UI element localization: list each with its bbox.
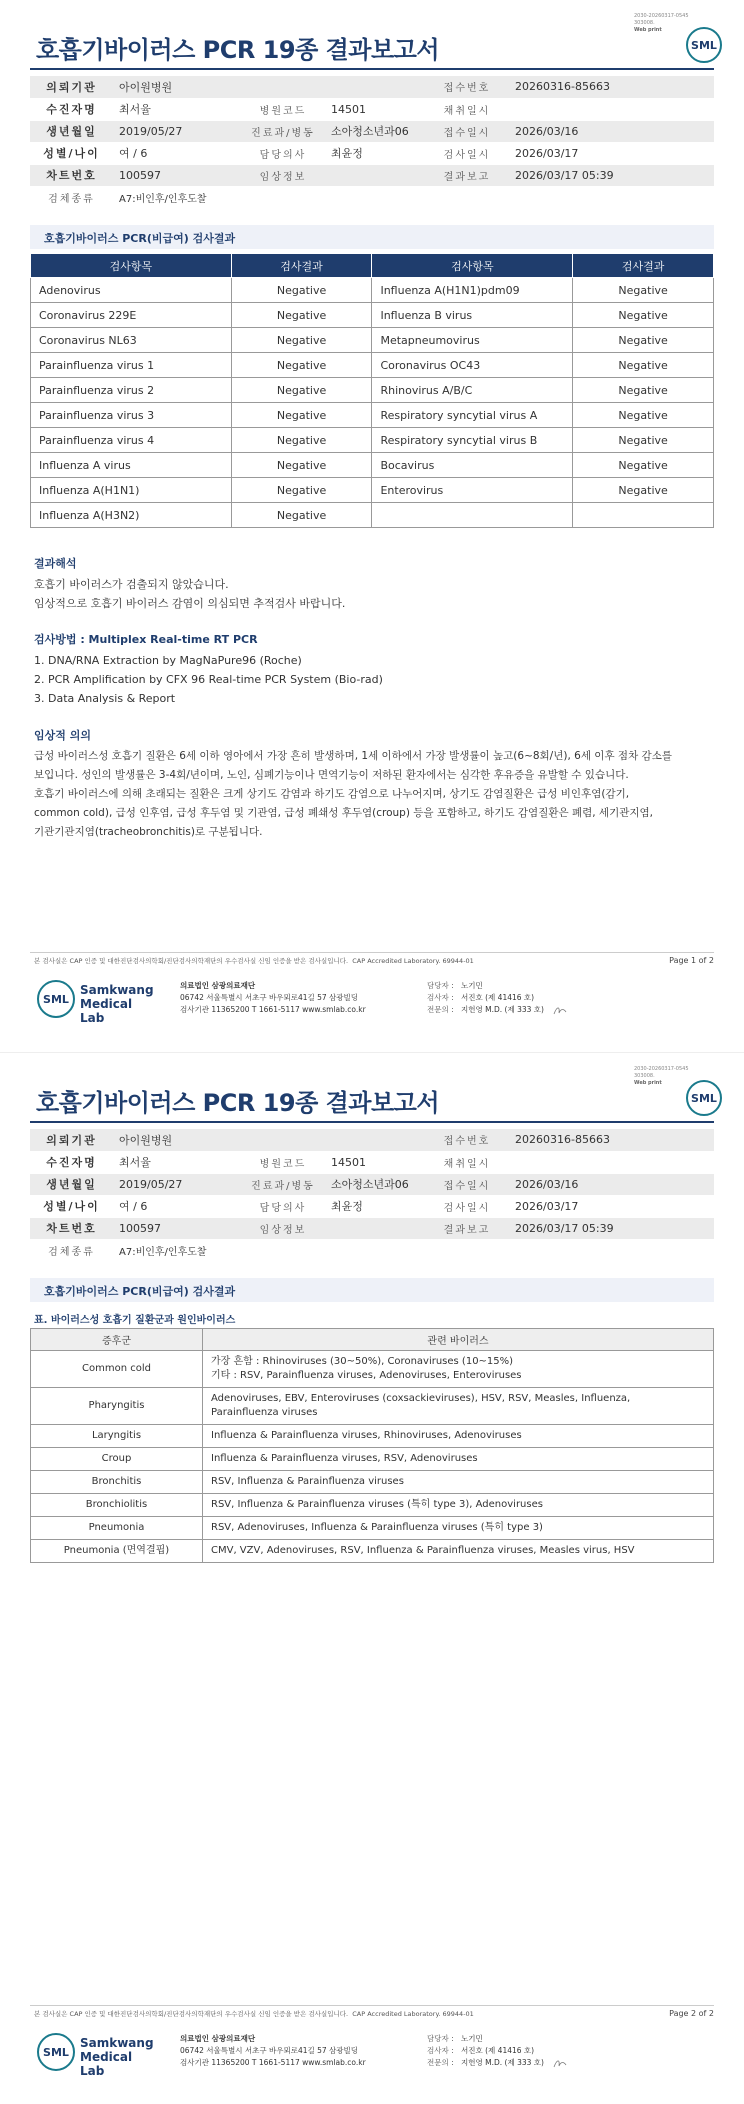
test-item-cell: Coronavirus NL63 — [31, 328, 232, 353]
footer-address — [180, 980, 366, 1016]
label-dept: 진료과/병동 — [241, 1173, 325, 1195]
print-code-web: Web print — [634, 27, 662, 33]
logo-name-line: Samkwang — [80, 983, 154, 997]
value-doctor: 최윤정 — [325, 142, 425, 164]
test-result-cell: Negative — [231, 478, 372, 503]
footer-logo — [36, 977, 156, 1025]
report-title: 호흡기바이러스 PCR 19종 결과보고서 — [36, 1089, 440, 1117]
test-item-cell: Coronavirus OC43 — [372, 353, 573, 378]
sign-value: 서진호 (제 41416 호) — [461, 993, 535, 1002]
interpretation-block — [34, 554, 714, 613]
footer-cap-text: CAP Accredited Laboratory. 69944-01 — [352, 957, 474, 965]
test-item-cell: Influenza A(H1N1) — [31, 478, 232, 503]
label-test-date: 검사일시 — [425, 142, 509, 164]
virus-row — [31, 1351, 714, 1388]
sign-label: 전문의 : — [427, 1005, 454, 1014]
test-result-cell: Negative — [231, 353, 372, 378]
viruses-cell — [203, 1351, 714, 1388]
print-code-web: Web print — [634, 1080, 662, 1086]
footer-cert-text: 본 검사실은 CAP 인증 및 대한진단검사의학회/진단검사의학재단의 우수검사실 신임 인증을 받은 검사실입니다. — [34, 2010, 349, 2018]
sign-value: 노기민 — [461, 981, 483, 990]
footer-address-line: 06742 서울특별시 서초구 바우뫼로41길 57 삼광빌딩 — [180, 2046, 359, 2055]
label-clinical: 임상정보 — [241, 1217, 325, 1239]
clinical-meaning-line: 호흡기 바이러스에 의해 초래되는 질환은 크게 상기도 감염과 하기도 감염으로 나누어지며, 상기도 감염질환은 급성 비인후염(감기, — [34, 788, 630, 800]
sign-value: 노기민 — [461, 2034, 483, 2043]
test-item-cell: Rhinovirus A/B/C — [372, 378, 573, 403]
label-receipt-date: 접수일시 — [425, 1173, 509, 1195]
test-result-cell: Negative — [573, 303, 714, 328]
clinical-meaning-block — [34, 726, 714, 842]
disease-cell: Pneumonia — [31, 1517, 203, 1540]
test-result-cell — [573, 503, 714, 528]
virus-table-title: 표. 바이러스성 호흡기 질환군과 원인바이러스 — [34, 1315, 236, 1326]
virus-row — [31, 1494, 714, 1517]
test-result-cell: Negative — [231, 403, 372, 428]
label-empty — [241, 1129, 325, 1151]
method-block — [34, 630, 714, 708]
svg-text:SML: SML — [691, 39, 717, 52]
result-row — [31, 328, 714, 353]
footer-org: 의료법인 삼광의료재단 — [180, 2034, 256, 2043]
test-result-cell: Negative — [573, 478, 714, 503]
label-dob: 생년월일 — [30, 120, 113, 142]
result-row — [31, 303, 714, 328]
test-item-cell: Parainfluenza virus 3 — [31, 403, 232, 428]
label-hosp-code: 병원코드 — [241, 1151, 325, 1173]
sml-logo-icon — [684, 25, 724, 65]
test-item-cell: Enterovirus — [372, 478, 573, 503]
value-dob: 2019/05/27 — [113, 1173, 241, 1195]
virus-table-body — [31, 1351, 714, 1563]
test-item-cell: Adenovirus — [31, 278, 232, 303]
svg-text:SML: SML — [691, 1092, 717, 1105]
result-row — [31, 353, 714, 378]
virus-line: Influenza & Parainfluenza viruses, Rhinoviruses, Adenoviruses — [211, 1430, 522, 1441]
label-receipt-date: 접수일시 — [425, 120, 509, 142]
viruses-cell — [203, 1494, 714, 1517]
value-chart: 100597 — [113, 164, 241, 186]
result-row — [31, 453, 714, 478]
test-item-cell: Coronavirus 229E — [31, 303, 232, 328]
signature-icon — [552, 1004, 568, 1016]
disease-cell: Pneumonia (면역결핍) — [31, 1540, 203, 1563]
label-collect-date: 채취일시 — [425, 1151, 509, 1173]
print-code-line: 2030-20260317-0545 — [634, 1066, 689, 1072]
label-hospital: 의뢰기관 — [30, 76, 113, 98]
test-item-cell: Respiratory syncytial virus B — [372, 428, 573, 453]
label-sex-age: 성별/나이 — [30, 1195, 113, 1217]
report-page-2 — [0, 1052, 744, 2104]
virus-line: RSV, Adenoviruses, Influenza & Parainfluenza viruses (특히 type 3) — [211, 1522, 543, 1533]
label-hospital: 의뢰기관 — [30, 1129, 113, 1151]
sign-value: 지헌영 M.D. (제 333 호) — [461, 1005, 544, 1014]
clinical-meaning-title: 임상적 의의 — [34, 729, 91, 742]
result-row — [31, 403, 714, 428]
label-receipt-no: 접수번호 — [425, 1129, 509, 1151]
value-patient: 최서율 — [113, 98, 241, 120]
label-doctor: 담당의사 — [241, 142, 325, 164]
label-hosp-code: 병원코드 — [241, 98, 325, 120]
value-dob: 2019/05/27 — [113, 120, 241, 142]
footer-divider — [30, 2005, 714, 2006]
results-header: 검사항목 — [31, 254, 232, 278]
label-test-date: 검사일시 — [425, 1195, 509, 1217]
label-doctor: 담당의사 — [241, 1195, 325, 1217]
title-divider — [30, 1121, 714, 1123]
value-test-date: 2026/03/17 — [509, 142, 714, 164]
value-hospital: 아이원병원 — [113, 76, 241, 98]
test-result-cell: Negative — [231, 328, 372, 353]
signature-icon — [552, 2057, 568, 2069]
value-test-date: 2026/03/17 — [509, 1195, 714, 1217]
footer-logo — [36, 2030, 156, 2078]
test-item-cell: Metapneumovirus — [372, 328, 573, 353]
logo-name-line: Medical Lab — [80, 997, 133, 1025]
label-dept: 진료과/병동 — [241, 120, 325, 142]
results-section-title: 호흡기바이러스 PCR(비급여) 검사결과 — [30, 225, 714, 249]
test-item-cell: Influenza A virus — [31, 453, 232, 478]
patient-info-table — [30, 1129, 714, 1262]
sign-label: 검사자 : — [427, 993, 454, 1002]
result-row — [31, 378, 714, 403]
value-sex-age: 여 / 6 — [113, 142, 241, 164]
result-row — [31, 478, 714, 503]
value-empty — [325, 76, 425, 98]
value-receipt-no: 20260316-85663 — [509, 76, 714, 98]
viruses-cell — [203, 1471, 714, 1494]
sign-label: 전문의 : — [427, 2058, 454, 2067]
disease-cell: Pharyngitis — [31, 1388, 203, 1425]
test-result-cell: Negative — [573, 353, 714, 378]
page-number: Page 2 of 2 — [669, 2009, 714, 2018]
value-empty — [325, 1129, 425, 1151]
disease-cell: Croup — [31, 1448, 203, 1471]
value-clinical — [325, 1217, 425, 1239]
value-collect-date — [509, 1151, 714, 1173]
sign-value: 서진호 (제 41416 호) — [461, 2046, 535, 2055]
virus-line: 기타 : RSV, Parainfluenza viruses, Adenoviruses, Enteroviruses — [211, 1370, 522, 1381]
sign-value: 지헌영 M.D. (제 333 호) — [461, 2058, 544, 2067]
footer-logo-name — [80, 2036, 156, 2078]
clinical-meaning-line: 기관기관지염(tracheobronchitis)로 구분됩니다. — [34, 826, 263, 838]
value-specimen: A7:비인후/인후도찰 — [113, 186, 714, 208]
label-collect-date: 채취일시 — [425, 98, 509, 120]
page-number: Page 1 of 2 — [669, 956, 714, 965]
virus-table-header: 증후군 — [31, 1329, 203, 1351]
footer-address-line: 06742 서울특별시 서초구 바우뫼로41길 57 삼광빌딩 — [180, 993, 359, 1002]
label-patient: 수진자명 — [30, 1151, 113, 1173]
virus-line: Influenza & Parainfluenza viruses, RSV, Adenoviruses — [211, 1453, 478, 1464]
patient-info-table — [30, 76, 714, 209]
test-result-cell: Negative — [231, 453, 372, 478]
sign-label: 담당자 : — [427, 981, 454, 990]
clinical-meaning-line: common cold), 급성 인후염, 급성 후두염 및 기관염, 급성 폐쇄성 후두염(croup) 등을 포함하고, 하기도 감염질환은 폐렴, 세기관지염, — [34, 807, 653, 819]
test-result-cell: Negative — [231, 503, 372, 528]
results-header: 검사항목 — [372, 254, 573, 278]
value-receipt-date: 2026/03/16 — [509, 120, 714, 142]
test-item-cell: Parainfluenza virus 2 — [31, 378, 232, 403]
test-item-cell: Influenza A(H1N1)pdm09 — [372, 278, 573, 303]
footer-address — [180, 2033, 366, 2069]
value-hospital: 아이원병원 — [113, 1129, 241, 1151]
disease-cell: Bronchiolitis — [31, 1494, 203, 1517]
virus-row — [31, 1517, 714, 1540]
label-chart: 차트번호 — [30, 164, 113, 186]
value-sex-age: 여 / 6 — [113, 1195, 241, 1217]
value-report-date: 2026/03/17 05:39 — [509, 164, 714, 186]
virus-line: CMV, VZV, Adenoviruses, RSV, Influenza & Parainfluenza viruses, Measles virus, HSV — [211, 1545, 635, 1556]
label-specimen: 검체종류 — [30, 186, 113, 208]
logo-name-line: Samkwang — [80, 2036, 154, 2050]
value-receipt-date: 2026/03/16 — [509, 1173, 714, 1195]
test-result-cell: Negative — [573, 328, 714, 353]
result-row — [31, 278, 714, 303]
label-empty — [241, 76, 325, 98]
label-chart: 차트번호 — [30, 1217, 113, 1239]
viruses-cell — [203, 1388, 714, 1425]
method-line: 2. PCR Amplification by CFX 96 Real-time PCR System (Bio-rad) — [34, 673, 383, 686]
interpretation-line: 호흡기 바이러스가 검출되지 않았습니다. — [34, 578, 229, 591]
test-result-cell: Negative — [573, 278, 714, 303]
virus-line: 가장 흔함 : Rhinoviruses (30~50%), Coronaviruses (10~15%) — [211, 1356, 514, 1367]
viruses-cell — [203, 1425, 714, 1448]
footer-cap-text: CAP Accredited Laboratory. 69944-01 — [352, 2010, 474, 2018]
test-result-cell: Negative — [231, 278, 372, 303]
footer-contact: 검사기관 11365200 T 1661-5117 www.smlab.co.kr — [180, 1005, 366, 1014]
label-dob: 생년월일 — [30, 1173, 113, 1195]
method-title: 검사방법 : Multiplex Real-time RT PCR — [34, 633, 258, 646]
test-result-cell: Negative — [573, 428, 714, 453]
test-item-cell — [372, 503, 573, 528]
svg-text:SML: SML — [43, 993, 69, 1006]
test-item-cell: Parainfluenza virus 4 — [31, 428, 232, 453]
footer-signatures — [427, 2033, 568, 2069]
disease-cell: Common cold — [31, 1351, 203, 1388]
value-hosp-code: 14501 — [325, 1151, 425, 1173]
clinical-meaning-line: 급성 바이러스성 호흡기 질환은 6세 이하 영아에서 가장 흔히 발생하며, 1세 이하에서 가장 발생률이 높고(6~8회/년), 6세 이후 점차 감소를 — [34, 750, 672, 762]
virus-row — [31, 1471, 714, 1494]
label-patient: 수진자명 — [30, 98, 113, 120]
value-receipt-no: 20260316-85663 — [509, 1129, 714, 1151]
test-item-cell: Bocavirus — [372, 453, 573, 478]
label-report-date: 결과보고 — [425, 164, 509, 186]
footer-logo-name — [80, 983, 156, 1025]
virus-line: RSV, Influenza & Parainfluenza viruses — [211, 1476, 404, 1487]
value-dept: 소아청소년과06 — [325, 120, 425, 142]
viruses-cell — [203, 1517, 714, 1540]
label-receipt-no: 접수번호 — [425, 76, 509, 98]
svg-text:SML: SML — [43, 2046, 69, 2059]
clinical-meaning-line: 보입니다. 성인의 발생률은 3-4회/년이며, 노인, 심폐기능이나 면역기능이 저하된 환자에서는 심각한 후유증을 유발할 수 있습니다. — [34, 769, 629, 781]
footer-contact: 검사기관 11365200 T 1661-5117 www.smlab.co.kr — [180, 2058, 366, 2067]
label-report-date: 결과보고 — [425, 1217, 509, 1239]
sml-logo-icon — [684, 1078, 724, 1118]
test-item-cell: Respiratory syncytial virus A — [372, 403, 573, 428]
print-code-line: 2030-20260317-0545 — [634, 13, 689, 19]
method-line: 3. Data Analysis & Report — [34, 692, 176, 705]
virus-row — [31, 1388, 714, 1425]
value-doctor: 최윤정 — [325, 1195, 425, 1217]
interpretation-title: 결과해석 — [34, 557, 77, 570]
label-clinical: 임상정보 — [241, 164, 325, 186]
logo-name-line: Medical Lab — [80, 2050, 133, 2078]
results-header: 검사결과 — [573, 254, 714, 278]
test-item-cell: Influenza A(H3N2) — [31, 503, 232, 528]
value-clinical — [325, 164, 425, 186]
value-specimen: A7:비인후/인후도찰 — [113, 1239, 714, 1261]
interpretation-line: 임상적으로 호흡기 바이러스 감염이 의심되면 추적검사 바랍니다. — [34, 597, 346, 610]
test-result-cell: Negative — [573, 453, 714, 478]
disease-cell: Bronchitis — [31, 1471, 203, 1494]
footer-org: 의료법인 삼광의료재단 — [180, 981, 256, 990]
sign-label: 검사자 : — [427, 2046, 454, 2055]
print-code-line: 303008. — [634, 20, 655, 26]
value-hosp-code: 14501 — [325, 98, 425, 120]
viruses-cell — [203, 1540, 714, 1563]
value-patient: 최서율 — [113, 1151, 241, 1173]
test-result-cell: Negative — [573, 403, 714, 428]
value-chart: 100597 — [113, 1217, 241, 1239]
footer-note — [34, 2009, 474, 2018]
virus-line: Adenoviruses, EBV, Enteroviruses (coxsackieviruses), HSV, RSV, Measles, Influenza, — [211, 1393, 631, 1404]
value-collect-date — [509, 98, 714, 120]
print-code-line: 303008. — [634, 1073, 655, 1079]
footer-cert-text: 본 검사실은 CAP 인증 및 대한진단검사의학회/진단검사의학재단의 우수검사실 신임 인증을 받은 검사실입니다. — [34, 957, 349, 965]
test-item-cell: Parainfluenza virus 1 — [31, 353, 232, 378]
report-title: 호흡기바이러스 PCR 19종 결과보고서 — [36, 36, 440, 64]
test-result-cell: Negative — [231, 428, 372, 453]
virus-row — [31, 1425, 714, 1448]
results-section-title: 호흡기바이러스 PCR(비급여) 검사결과 — [30, 1278, 714, 1302]
value-report-date: 2026/03/17 05:39 — [509, 1217, 714, 1239]
virus-row — [31, 1448, 714, 1471]
result-row — [31, 428, 714, 453]
virus-table-header: 관련 바이러스 — [203, 1329, 714, 1351]
results-table — [30, 253, 714, 528]
virus-disease-table — [30, 1328, 714, 1563]
virus-line: Parainfluenza viruses — [211, 1407, 318, 1418]
virus-row — [31, 1540, 714, 1563]
result-row — [31, 503, 714, 528]
footer-note — [34, 956, 474, 965]
test-result-cell: Negative — [231, 378, 372, 403]
method-line: 1. DNA/RNA Extraction by MagNaPure96 (Roche) — [34, 654, 302, 667]
label-sex-age: 성별/나이 — [30, 142, 113, 164]
results-header: 검사결과 — [231, 254, 372, 278]
title-divider — [30, 68, 714, 70]
results-body — [31, 278, 714, 528]
test-result-cell: Negative — [573, 378, 714, 403]
footer-divider — [30, 952, 714, 953]
viruses-cell — [203, 1448, 714, 1471]
sign-label: 담당자 : — [427, 2034, 454, 2043]
test-result-cell: Negative — [231, 303, 372, 328]
footer-signatures — [427, 980, 568, 1016]
disease-cell: Laryngitis — [31, 1425, 203, 1448]
test-item-cell: Influenza B virus — [372, 303, 573, 328]
virus-line: RSV, Influenza & Parainfluenza viruses (특히 type 3), Adenoviruses — [211, 1499, 543, 1510]
value-dept: 소아청소년과06 — [325, 1173, 425, 1195]
label-specimen: 검체종류 — [30, 1239, 113, 1261]
